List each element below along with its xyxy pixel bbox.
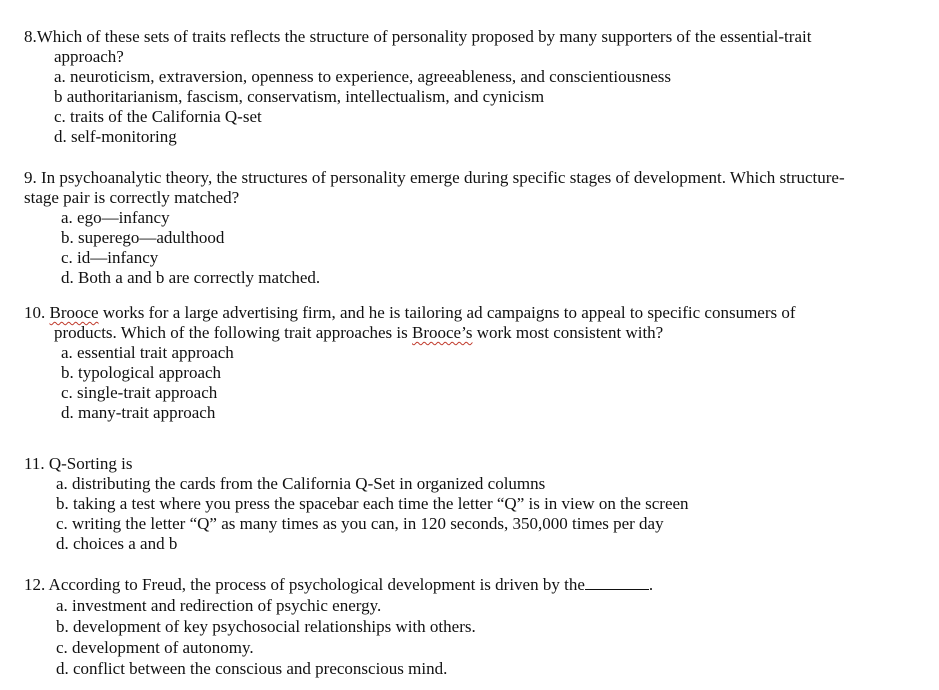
question-10-option-d: d. many-trait approach [61, 403, 216, 422]
question-8-option-b: b authoritarianism, fascism, conservatism, intellectualism, and cynicism [54, 87, 545, 106]
question-9-option-d: d. Both a and b are correctly matched. [61, 268, 321, 287]
question-9 [24, 168, 924, 288]
spellcheck-name-possessive: Brooce’s [412, 323, 473, 342]
question-12-option-c: c. development of autonomy. [56, 638, 254, 657]
question-8 [24, 27, 924, 147]
question-10-stem-line2-post: work most consistent with? [472, 323, 664, 342]
question-10-stem-rest: works for a large advertising firm, and he is tailoring ad campaigns to appeal to specific consumers of [98, 303, 796, 322]
question-9-stem-line2: stage pair is correctly matched? [24, 188, 240, 207]
question-10-stem-line2-pre: products. Which of the following trait approaches is [54, 323, 413, 342]
question-12 [24, 574, 924, 679]
question-12-option-b: b. development of key psychosocial relationships with others. [56, 617, 476, 636]
answer-blank [585, 575, 649, 590]
question-10-option-b: b. typological approach [61, 363, 222, 382]
question-10-stem-line1 [24, 303, 924, 323]
question-11-stem: 11. Q-Sorting is [24, 454, 133, 473]
question-11-option-a: a. distributing the cards from the California Q-Set in organized columns [56, 474, 546, 493]
question-10-number: 10. [24, 303, 50, 322]
question-12-option-a: a. investment and redirection of psychic energy. [56, 596, 382, 615]
question-11-option-c: c. writing the letter “Q” as many times as you can, in 120 seconds, 350,000 times per day [56, 514, 664, 533]
question-10 [24, 303, 924, 423]
question-9-option-b: b. superego—adulthood [61, 228, 225, 247]
question-12-option-d: d. conflict between the conscious and preconscious mind. [56, 659, 448, 678]
question-10-option-c: c. single-trait approach [61, 383, 218, 402]
question-8-stem-line1: 8.Which of these sets of traits reflects the structure of personality proposed by many supporters of the essential-trait [24, 27, 812, 46]
question-11-option-b: b. taking a test where you press the spacebar each time the letter “Q” is in view on the screen [56, 494, 689, 513]
question-9-stem-line1: 9. In psychoanalytic theory, the structures of personality emerge during specific stages of development. Which structure- [24, 168, 845, 187]
question-11-option-d: d. choices a and b [56, 534, 178, 553]
question-10-option-a: a. essential trait approach [61, 343, 234, 362]
spellcheck-name: Brooce [49, 303, 99, 322]
question-10-stem-line2 [54, 323, 924, 343]
question-8-stem-line2: approach? [54, 47, 124, 66]
question-12-stem [24, 574, 924, 595]
question-9-option-a: a. ego—infancy [61, 208, 170, 227]
question-8-option-c: c. traits of the California Q-set [54, 107, 262, 126]
question-8-option-d: d. self-monitoring [54, 127, 177, 146]
question-12-stem-text: 12. According to Freud, the process of psychological development is driven by the [24, 575, 585, 594]
question-8-option-a: a. neuroticism, extraversion, openness to experience, agreeableness, and conscientiousness [54, 67, 671, 86]
question-9-option-c: c. id—infancy [61, 248, 159, 267]
question-12-stem-end: . [648, 575, 654, 594]
question-11 [24, 454, 924, 554]
